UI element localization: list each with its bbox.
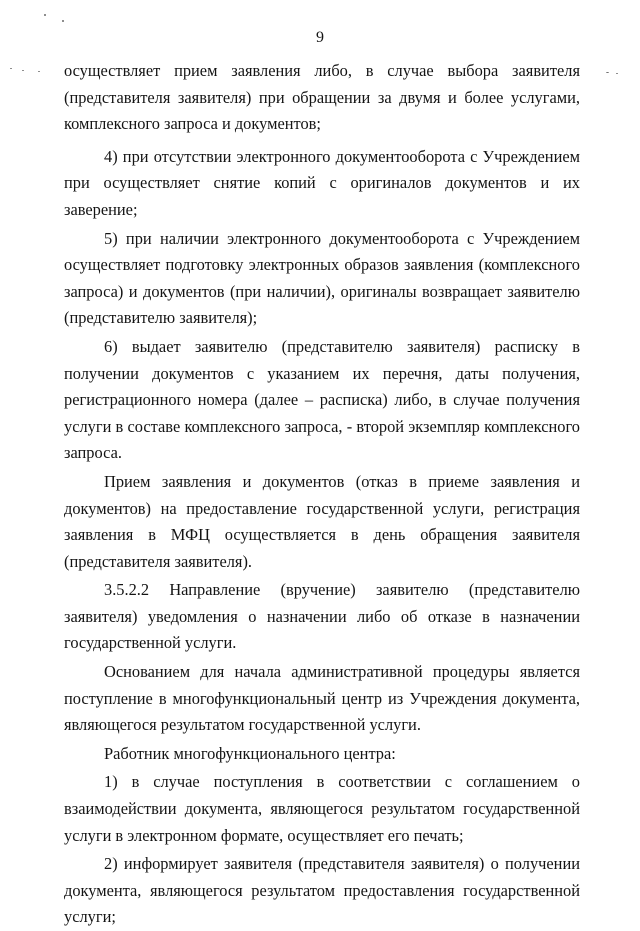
paragraph: Основанием для начала административной процедуры является поступление в многофункциональный центр из Учреждения документа, являющегося результатом государственной услуги. (64, 662, 580, 735)
document-body (64, 58, 580, 931)
scan-speck (10, 68, 12, 69)
paragraph: Работник многофункционального центра: (104, 743, 396, 763)
paragraph: Прием заявления и документов (отказ в приеме заявления и документов) на предоставление государственной услуги, регистрация заявления в МФЦ осуществляется в день обращения заявителя (представителя заявителя). (64, 471, 580, 571)
paragraph: 5) при наличии электронного документооборота с Учреждением осуществляет подготовку электронных образов заявления (комплексного запроса) и документов (при наличии), оригиналы возвращает заявителю (представителю заявителя); (64, 228, 580, 328)
scan-speck (616, 73, 618, 74)
paragraph: 6) выдает заявителю (представителю заявителя) расписку в получении документов с указанием их перечня, даты получения, регистрационного номера (далее – расписка) либо, в случае получения услуги в составе комплексного запроса, - второй экземпляр комплексного запроса. (64, 336, 580, 463)
scan-speck (22, 70, 24, 71)
scan-speck (38, 71, 40, 72)
paragraph: осуществляет прием заявления либо, в случае выбора заявителя (представителя заявителя) при обращении за двумя и более услугами, комплексного запроса и документов; (64, 61, 580, 134)
page-number: 9 (316, 29, 324, 46)
scan-speck (606, 72, 609, 73)
scan-speck (44, 14, 46, 16)
scan-speck (62, 20, 64, 22)
paragraph: 2) информирует заявителя (представителя заявителя) о получении документа, являющегося результатом предоставления государственной услуги; (64, 854, 580, 927)
paragraph: 4) при отсутствии электронного документооборота с Учреждением при осуществляет снятие копий с оригиналов документов и их заверение; (64, 146, 580, 219)
paragraph: 1) в случае поступления в соответствии с соглашением о взаимодействии документа, являющегося результатом государственной услуги в электронном формате, осуществляет его печать; (64, 772, 580, 845)
section-heading-paragraph: 3.5.2.2 Направление (вручение) заявителю (представителю заявителя) уведомления о назначении либо об отказе в назначении государственной услуги. (64, 580, 580, 653)
